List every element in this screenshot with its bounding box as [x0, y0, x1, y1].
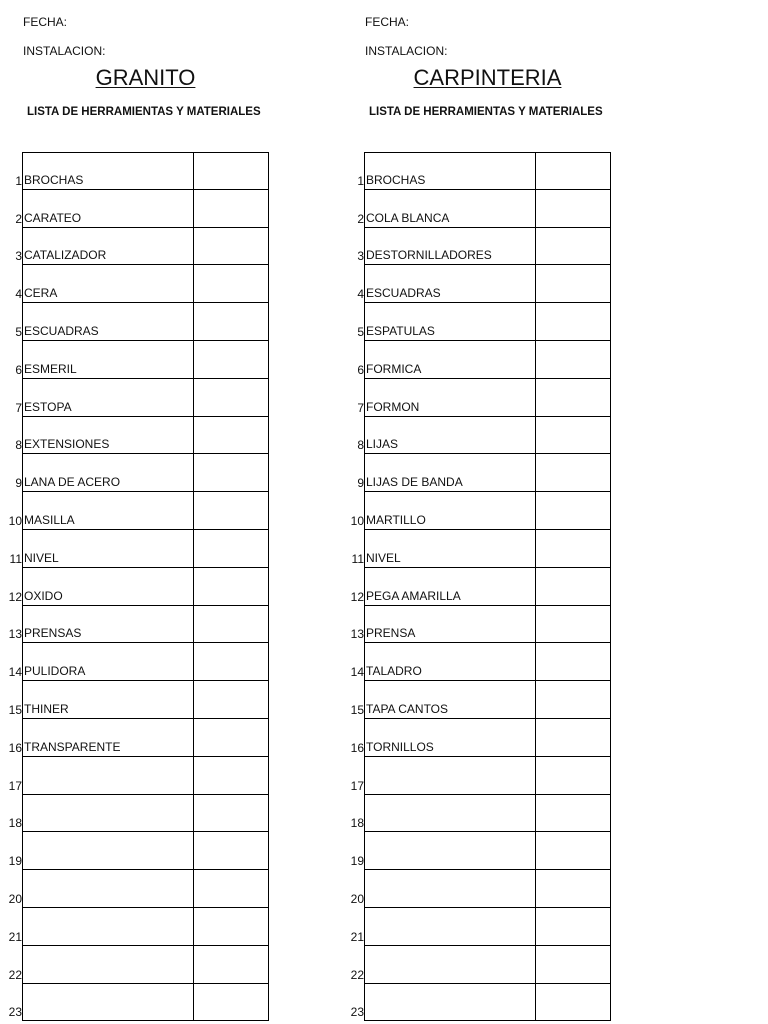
item-cell [22, 832, 193, 870]
item-name: ESMERIL [24, 361, 77, 376]
check-cell [535, 190, 611, 228]
table-row [342, 303, 612, 341]
item-cell [22, 568, 193, 606]
check-cell [535, 643, 611, 681]
table-row [342, 228, 612, 266]
check-cell [193, 795, 269, 833]
row-number: 6 [357, 362, 364, 377]
check-cell [535, 568, 611, 606]
row-number: 16 [8, 740, 22, 755]
item-cell [22, 795, 193, 833]
item-cell [22, 946, 193, 984]
table-row [0, 454, 270, 492]
item-cell [364, 379, 535, 417]
item-cell [364, 795, 535, 833]
check-cell [535, 832, 611, 870]
check-cell [193, 719, 269, 757]
item-cell [364, 454, 535, 492]
item-cell [22, 265, 193, 303]
item-name: TORNILLOS [366, 739, 434, 754]
row-number: 20 [350, 891, 364, 906]
check-cell [193, 643, 269, 681]
check-cell [193, 530, 269, 568]
check-cell [193, 946, 269, 984]
item-name: NIVEL [24, 550, 59, 565]
table-row [342, 568, 612, 606]
item-name: PEGA AMARILLA [366, 588, 461, 603]
check-cell [535, 379, 611, 417]
item-name: EXTENSIONES [24, 437, 110, 452]
item-name: BROCHAS [366, 172, 426, 187]
item-cell [22, 454, 193, 492]
item-cell [364, 492, 535, 530]
item-cell [364, 908, 535, 946]
check-cell [535, 946, 611, 984]
item-name: MASILLA [24, 512, 75, 527]
item-name: LANA DE ACERO [24, 475, 121, 490]
row-number: 1 [357, 173, 364, 188]
item-cell [22, 152, 193, 190]
check-cell [535, 303, 611, 341]
check-cell [193, 908, 269, 946]
table-row [0, 152, 270, 190]
table-row [342, 454, 612, 492]
row-number: 12 [350, 589, 364, 604]
table-row [342, 341, 612, 379]
check-cell [535, 265, 611, 303]
tools-table [0, 152, 270, 1021]
item-cell [364, 606, 535, 644]
table-row [342, 492, 612, 530]
item-cell [364, 568, 535, 606]
row-number: 21 [8, 929, 22, 944]
row-number: 14 [8, 665, 22, 680]
row-number: 9 [357, 476, 364, 491]
item-name: PULIDORA [24, 664, 86, 679]
row-number: 18 [350, 816, 364, 831]
check-cell [193, 454, 269, 492]
table-row [0, 719, 270, 757]
table-row [342, 681, 612, 719]
check-cell [535, 908, 611, 946]
table-row [342, 190, 612, 228]
item-name: ESPATULAS [366, 323, 435, 338]
item-cell [22, 228, 193, 266]
item-cell [22, 379, 193, 417]
table-row [0, 681, 270, 719]
item-cell [364, 303, 535, 341]
item-cell [364, 719, 535, 757]
section-title: CARPINTERIA [413, 65, 562, 90]
item-cell [364, 870, 535, 908]
item-cell [22, 606, 193, 644]
table-row [342, 832, 612, 870]
item-cell [364, 757, 535, 795]
table-row [0, 303, 270, 341]
item-cell [364, 265, 535, 303]
row-number: 6 [15, 362, 22, 377]
check-cell [535, 606, 611, 644]
section-title: GRANITO [95, 65, 196, 90]
item-name: LIJAS [366, 437, 399, 452]
row-number: 22 [350, 967, 364, 982]
item-name: ESTOPA [24, 399, 72, 414]
table-row [342, 757, 612, 795]
table-row [0, 228, 270, 266]
item-name: MARTILLO [366, 512, 426, 527]
table-row [342, 606, 612, 644]
check-cell [535, 152, 611, 190]
check-cell [193, 606, 269, 644]
row-number: 21 [350, 929, 364, 944]
check-cell [193, 870, 269, 908]
check-cell [193, 984, 269, 1022]
item-name: FORMON [366, 399, 420, 414]
item-cell [22, 984, 193, 1022]
table-row [342, 870, 612, 908]
row-number: 13 [350, 627, 364, 642]
table-row [0, 265, 270, 303]
item-cell [364, 946, 535, 984]
item-cell [364, 190, 535, 228]
table-row [0, 832, 270, 870]
item-cell [364, 681, 535, 719]
row-number: 11 [9, 551, 22, 566]
check-cell [535, 795, 611, 833]
instalacion-label: INSTALACION: [23, 44, 106, 58]
section-subtitle: LISTA DE HERRAMIENTAS Y MATERIALES [369, 106, 603, 118]
item-cell [22, 681, 193, 719]
table-row [342, 719, 612, 757]
item-cell [22, 643, 193, 681]
table-row [0, 757, 270, 795]
item-name: DESTORNILLADORES [366, 248, 492, 263]
row-number: 2 [357, 211, 364, 226]
table-row [0, 492, 270, 530]
table-row [0, 908, 270, 946]
row-number: 18 [8, 816, 22, 831]
table-row [0, 417, 270, 455]
item-name: TAPA CANTOS [366, 701, 449, 716]
item-cell [364, 417, 535, 455]
item-name: CATALIZADOR [24, 248, 107, 263]
table-row [342, 795, 612, 833]
check-cell [535, 492, 611, 530]
row-number: 3 [357, 249, 364, 264]
row-number: 1 [15, 173, 22, 188]
check-cell [535, 757, 611, 795]
item-cell [22, 417, 193, 455]
row-number: 7 [15, 400, 22, 415]
row-number: 8 [15, 438, 22, 453]
check-cell [193, 417, 269, 455]
item-cell [22, 757, 193, 795]
item-cell [22, 870, 193, 908]
check-cell [193, 228, 269, 266]
row-number: 11 [351, 551, 364, 566]
row-number: 15 [8, 702, 22, 717]
check-cell [193, 568, 269, 606]
table-row [0, 870, 270, 908]
item-name: THINER [24, 701, 69, 716]
row-number: 2 [15, 211, 22, 226]
row-number: 3 [15, 249, 22, 264]
table-row [0, 568, 270, 606]
row-number: 13 [8, 627, 22, 642]
table-row [0, 530, 270, 568]
item-cell [364, 341, 535, 379]
table-row [0, 379, 270, 417]
row-number: 19 [350, 854, 364, 869]
table-row [0, 643, 270, 681]
row-number: 5 [15, 324, 22, 339]
row-number: 16 [350, 740, 364, 755]
item-name: ESCUADRAS [366, 286, 441, 301]
table-row [0, 946, 270, 984]
check-cell [193, 492, 269, 530]
item-name: OXIDO [24, 588, 63, 603]
table-row [0, 341, 270, 379]
item-cell [364, 643, 535, 681]
check-cell [193, 757, 269, 795]
table-row [342, 530, 612, 568]
row-number: 4 [15, 287, 22, 302]
item-cell [22, 190, 193, 228]
instalacion-label: INSTALACION: [365, 44, 448, 58]
item-cell [364, 984, 535, 1022]
check-cell [193, 681, 269, 719]
check-cell [535, 984, 611, 1022]
check-cell [193, 832, 269, 870]
check-cell [193, 341, 269, 379]
item-cell [22, 530, 193, 568]
row-number: 8 [357, 438, 364, 453]
check-cell [535, 870, 611, 908]
table-row [342, 417, 612, 455]
table-row [342, 265, 612, 303]
check-cell [535, 228, 611, 266]
check-cell [535, 454, 611, 492]
table-row [0, 984, 270, 1022]
row-number: 22 [8, 967, 22, 982]
check-cell [535, 341, 611, 379]
fecha-label: FECHA: [23, 15, 68, 29]
table-row [342, 152, 612, 190]
item-cell [364, 832, 535, 870]
row-number: 19 [8, 854, 22, 869]
row-number: 5 [357, 324, 364, 339]
check-cell [535, 530, 611, 568]
item-name: NIVEL [366, 550, 401, 565]
row-number: 10 [350, 513, 364, 528]
item-cell [22, 492, 193, 530]
table-row [0, 795, 270, 833]
row-number: 23 [8, 1005, 22, 1020]
table-row [342, 984, 612, 1022]
fecha-label: FECHA: [365, 15, 410, 29]
row-number: 23 [350, 1005, 364, 1020]
table-row [342, 908, 612, 946]
row-number: 14 [350, 665, 364, 680]
row-number: 17 [350, 778, 364, 793]
item-name: PRENSAS [24, 626, 82, 641]
check-cell [535, 681, 611, 719]
row-number: 15 [350, 702, 364, 717]
check-cell [193, 190, 269, 228]
check-cell [193, 303, 269, 341]
row-number: 12 [8, 589, 22, 604]
check-cell [193, 379, 269, 417]
table-row [342, 379, 612, 417]
row-number: 10 [8, 513, 22, 528]
item-name: TRANSPARENTE [24, 739, 121, 754]
item-cell [22, 341, 193, 379]
item-name: PRENSA [366, 626, 416, 641]
item-name: TALADRO [366, 664, 422, 679]
row-number: 20 [8, 891, 22, 906]
item-cell [22, 719, 193, 757]
item-name: COLA BLANCA [366, 210, 450, 225]
item-cell [364, 530, 535, 568]
section-subtitle: LISTA DE HERRAMIENTAS Y MATERIALES [27, 106, 261, 118]
item-name: LIJAS DE BANDA [366, 475, 463, 490]
check-cell [535, 417, 611, 455]
table-row [0, 606, 270, 644]
item-name: CERA [24, 286, 58, 301]
item-cell [364, 228, 535, 266]
row-number: 4 [357, 287, 364, 302]
check-cell [535, 719, 611, 757]
item-name: BROCHAS [24, 172, 84, 187]
row-number: 7 [357, 400, 364, 415]
check-cell [193, 152, 269, 190]
item-cell [22, 908, 193, 946]
table-row [342, 946, 612, 984]
table-row [342, 643, 612, 681]
item-cell [364, 152, 535, 190]
check-cell [193, 265, 269, 303]
row-number: 9 [15, 476, 22, 491]
item-cell [22, 303, 193, 341]
item-name: CARATEO [24, 210, 82, 225]
tools-table [342, 152, 612, 1021]
item-name: FORMICA [366, 361, 422, 376]
row-number: 17 [8, 778, 22, 793]
item-name: ESCUADRAS [24, 323, 99, 338]
table-row [0, 190, 270, 228]
